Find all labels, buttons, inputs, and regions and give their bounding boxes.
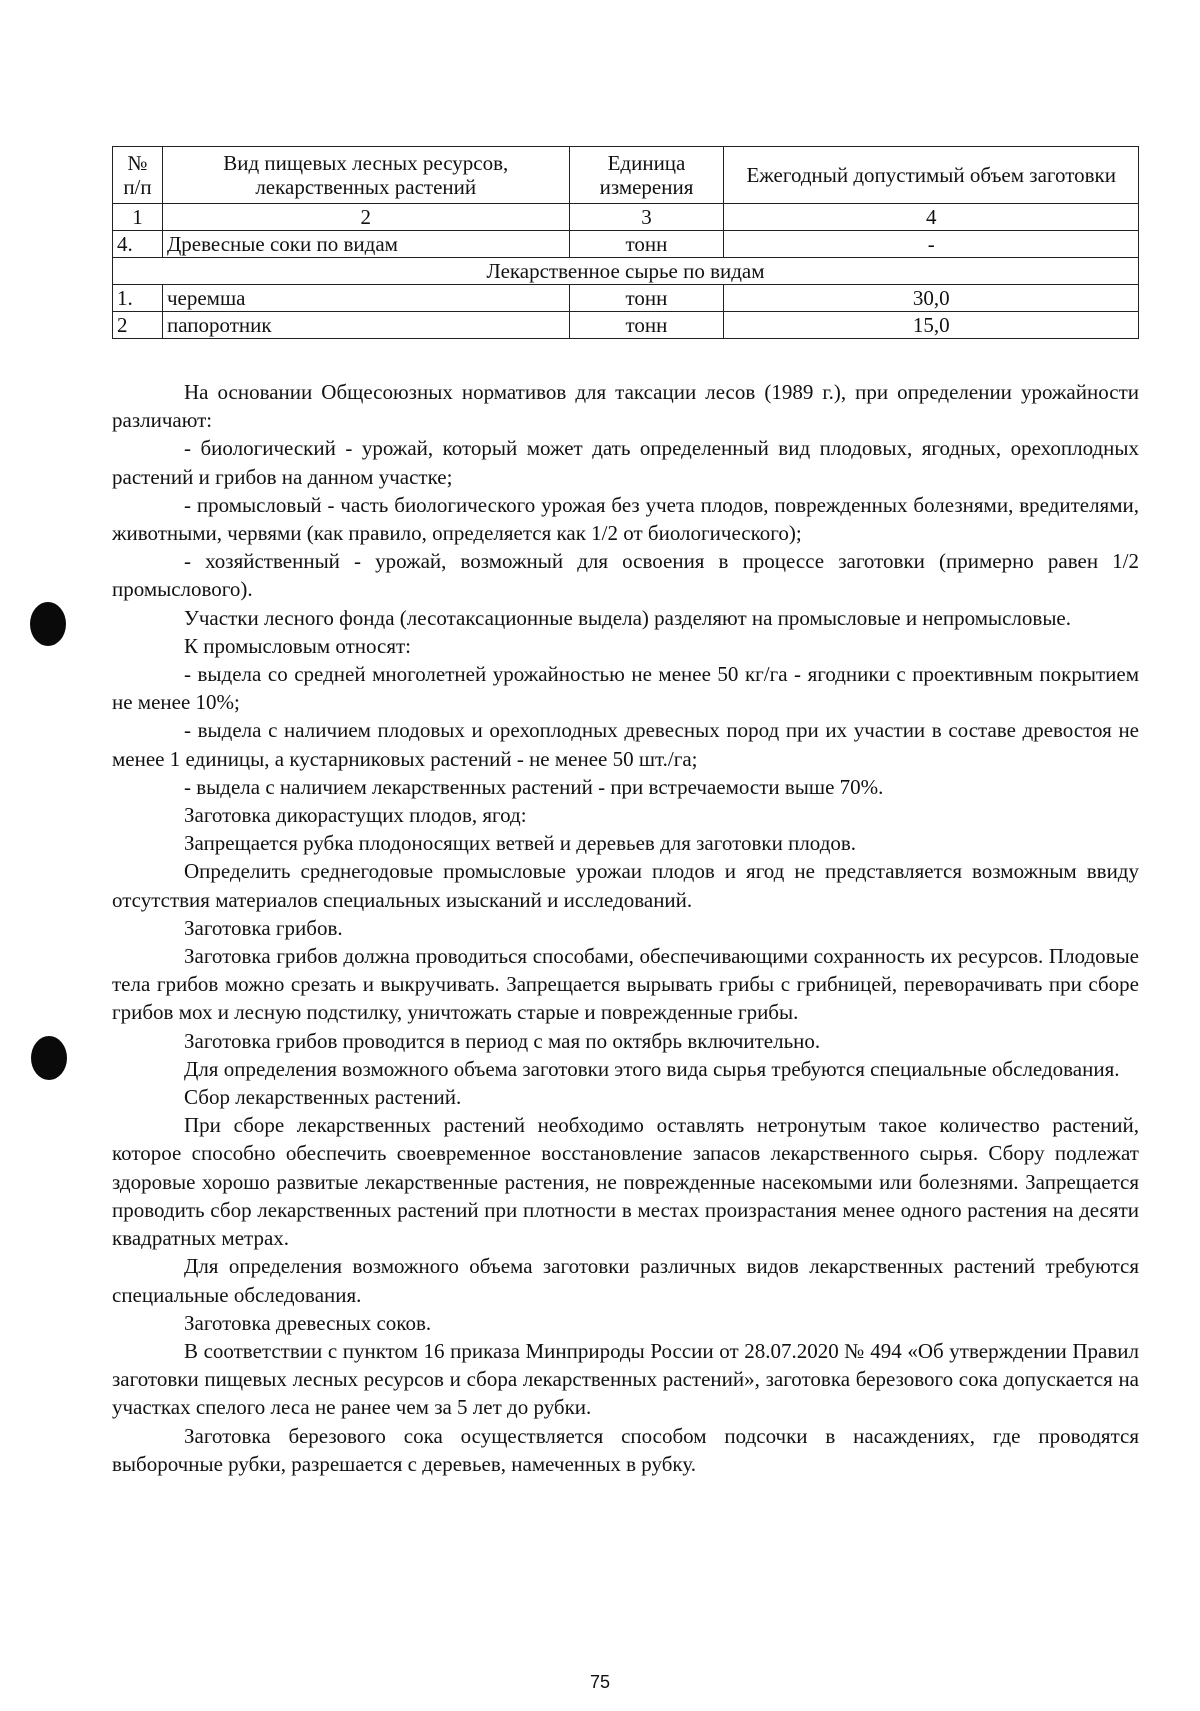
header-unit: Единица измерения [569,147,724,204]
paragraph: Заготовка березового сока осуществляется способом подсочки в насаждениях, где проводятся выборочные рубки, разрешается с деревьев, намеченных в рубку. [112,1423,1139,1476]
paragraph: - хозяйственный - урожай, возможный для освоения в процессе заготовки (примерно равен 1/2 промыслового). [112,549,1139,602]
body-text [112,378,1139,1478]
paragraph: - выдела со средней многолетней урожайностью не менее 50 кг/га - ягодники с проективным покрытием не менее 10%; [112,662,1139,715]
paragraph: Участки лесного фонда (лесотаксационные выдела) разделяют на промысловые и непромысловые. [184,605,1072,630]
paragraph: Заготовка грибов должна проводиться способами, обеспечивающими сохранность их ресурсов. Плодовые тела грибов можно срезать и выкручивать. Запрещается вырывать грибы с грибницей, переворачивать при сборе грибов мох и лесную подстилку, уничтожать старые и поврежденные грибы. [112,944,1139,1025]
paragraph: Для определения возможного объема заготовки различных видов лекарственных растений требуются специальные обследования. [112,1254,1139,1307]
paragraph: На основании Общесоюзных нормативов для таксации лесов (1989 г.), при определении урожайности различают: [112,380,1139,433]
section-title: Лекарственное сырье по видам [113,258,1139,285]
paragraph: - выдела с наличием плодовых и орехоплодных древесных пород при их участии в составе древостоя не менее 1 единицы, а кустарниковых растений - не менее 50 шт./га; [112,718,1139,771]
index-cell: 1 [113,204,163,231]
table-row [113,312,1139,339]
paragraph: Заготовка древесных соков. [184,1310,432,1335]
row-name: папоротник [162,312,569,339]
row-name: черемша [162,285,569,312]
paragraph: - биологический - урожай, который может дать определенный вид плодовых, ягодных, орехоплодных растений и грибов на данном участке; [112,436,1139,489]
row-unit: тонн [569,231,724,258]
row-num: 4. [113,231,163,258]
paragraph: Для определения возможного объема заготовки этого вида сырья требуются специальные обследования. [184,1056,1120,1081]
paragraph: - промысловый - часть биологического урожая без учета плодов, поврежденных болезнями, вредителями, животными, червями (как правило, определяется как 1/2 от биологического); [112,492,1139,546]
paragraph: Заготовка грибов проводится в период с мая по октябрь включительно. [184,1028,821,1053]
table-index-row [113,204,1139,231]
page-number: 75 [589,1672,611,1692]
table-row [113,231,1139,258]
paragraph: - выдела с наличием лекарственных растений - при встречаемости выше 70%. [184,774,884,799]
paragraph: Заготовка дикорастущих плодов, ягод: [184,803,527,828]
row-unit: тонн [569,285,724,312]
paragraph: Определить среднегодовые промысловые урожаи плодов и ягод не представляется возможным ввиду отсутствия материалов специальных изысканий и исследований. [112,859,1139,912]
row-unit: тонн [569,312,724,339]
index-cell: 2 [162,204,569,231]
row-volume: 30,0 [724,285,1139,312]
punch-hole-mark [30,602,66,646]
row-name: Древесные соки по видам [162,231,569,258]
header-resource-type: Вид пищевых лесных ресурсов, лекарственных растений [162,147,569,204]
table-row [113,285,1139,312]
index-cell: 3 [569,204,724,231]
punch-hole-mark [31,1036,67,1080]
paragraph: При сборе лекарственных растений необходимо оставлять нетронутым такое количество растений, которое способно обеспечить своевременное восстановление запасов лекарственного сырья. Сбору подлежат здоровые хорошо развитые лекарственные растения, не поврежденные насекомыми или болезнями. Запрещается проводить сбор лекарственных растений при плотности в местах произрастания менее одного растения на десяти квадратных метрах. [112,1113,1139,1251]
paragraph: Запрещается рубка плодоносящих ветвей и деревьев для заготовки плодов. [184,831,857,856]
index-cell: 4 [724,204,1139,231]
row-num: 2 [113,312,163,339]
header-annual-volume: Ежегодный допустимый объем заготовки [724,147,1139,204]
table-section-row [113,258,1139,285]
paragraph: К промысловым относят: [184,633,412,658]
row-volume: 15,0 [724,312,1139,339]
paragraph: В соответствии с пунктом 16 приказа Минприроды России от 28.07.2020 № 494 «Об утверждении Правил заготовки пищевых лесных ресурсов и сбора лекарственных растений», заготовка березового сока допускается на участках спелого леса не ранее чем за 5 лет до рубки. [112,1338,1139,1420]
row-volume: - [724,231,1139,258]
paragraph: Заготовка грибов. [184,915,343,940]
paragraph: Сбор лекарственных растений. [184,1085,462,1110]
resources-table [112,146,1139,339]
row-num: 1. [113,285,163,312]
table-header-row [113,147,1139,204]
header-num: № п/п [113,147,163,204]
